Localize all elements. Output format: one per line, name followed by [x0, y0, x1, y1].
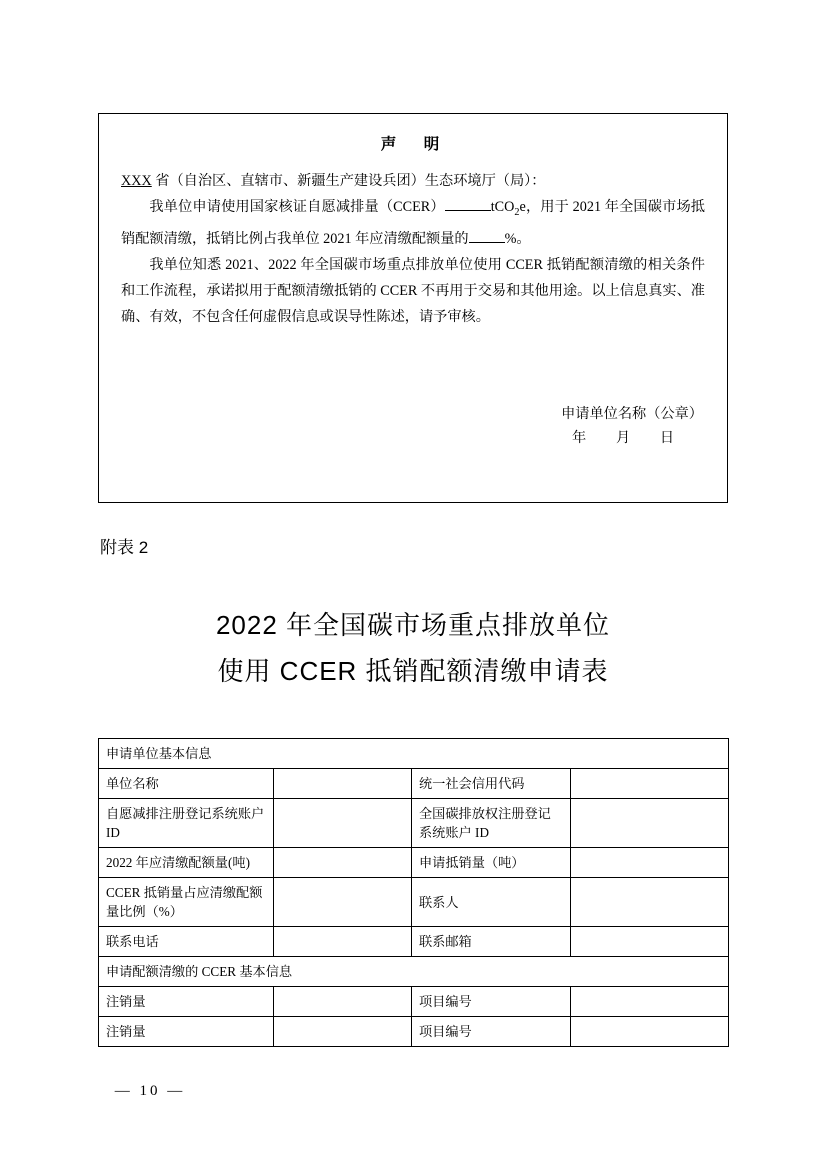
value-project-id-1[interactable] — [571, 987, 729, 1017]
value-offset-applied[interactable] — [571, 848, 729, 878]
value-cancellation-amount-1[interactable] — [274, 987, 412, 1017]
label-credit-code: 统一社会信用代码 — [412, 769, 571, 799]
table-row — [99, 799, 729, 848]
attachment-label: 附表 2 — [100, 538, 149, 557]
value-project-id-2[interactable] — [571, 1017, 729, 1047]
value-unit-name[interactable] — [274, 769, 412, 799]
para1-part-a: 我单位申请使用国家核证自愿减排量（CCER） — [149, 199, 445, 215]
label-cancellation-amount-2: 注销量 — [99, 1017, 274, 1047]
table-section-header-row-1 — [99, 739, 729, 769]
label-contact-email: 联系邮箱 — [412, 927, 571, 957]
label-allowance-2022: 2022 年应清缴配额量(吨) — [99, 848, 274, 878]
declaration-paragraph-1 — [121, 194, 705, 252]
para1-part-d: %。 — [504, 230, 531, 247]
declaration-body — [99, 114, 727, 330]
table-row — [99, 987, 729, 1017]
value-contact-phone[interactable] — [274, 927, 412, 957]
label-ets-registry-account: 全国碳排放权注册登记系统账户 ID — [412, 799, 571, 848]
para1-part-c: e，用于 2021 年全国碳市场抵销配额清缴，抵销比例占我单位 2021 年应清缴配额量的 — [121, 199, 705, 247]
label-ccer-registry-account: 自愿减排注册登记系统账户 ID — [99, 799, 274, 848]
table-row — [99, 848, 729, 878]
signature-date: 年 月 日 — [572, 430, 679, 446]
declaration-heading: 声 明 — [380, 136, 446, 153]
value-ccer-registry-account[interactable] — [274, 799, 412, 848]
application-form-table — [98, 738, 729, 1047]
label-project-id-1: 项目编号 — [412, 987, 571, 1017]
table-row — [99, 769, 729, 799]
recipient-province-blank: XXX — [121, 173, 152, 189]
label-unit-name: 单位名称 — [99, 769, 274, 799]
label-contact-person: 联系人 — [412, 878, 571, 927]
value-cancellation-amount-2[interactable] — [274, 1017, 412, 1047]
value-allowance-2022[interactable] — [274, 848, 412, 878]
page-title — [0, 602, 826, 694]
label-cancellation-amount-1: 注销量 — [99, 987, 274, 1017]
table-row — [99, 878, 729, 927]
value-contact-email[interactable] — [571, 927, 729, 957]
label-contact-phone: 联系电话 — [99, 927, 274, 957]
page-title-line-2: 使用 CCER 抵销配额清缴申请表 — [217, 656, 609, 686]
declaration-recipient-line — [121, 168, 705, 194]
table-row — [99, 1017, 729, 1047]
para1-subscript: 2 — [514, 206, 520, 218]
page-number: — 10 — — [114, 1083, 186, 1099]
declaration-paragraph-2: 我单位知悉 2021、2022 年全国碳市场重点排放单位使用 CCER 抵销配额清缴的相关条件和工作流程，承诺拟用于配额清缴抵销的 CCER 不再用于交易和其他用途。以上信息真实、准确、有效，不包含任何虚假信息或误导性陈述，请予审核。 — [121, 256, 705, 325]
section1-title: 申请单位基本信息 — [99, 739, 729, 769]
value-offset-ratio[interactable] — [274, 878, 412, 927]
label-offset-applied: 申请抵销量（吨） — [412, 848, 571, 878]
value-credit-code[interactable] — [571, 769, 729, 799]
para1-part-b: tCO — [490, 199, 515, 215]
value-contact-person[interactable] — [571, 878, 729, 927]
page-title-line-1: 2022 年全国碳市场重点排放单位 — [215, 610, 611, 640]
table-row — [99, 927, 729, 957]
recipient-rest: 省（自治区、直辖市、新疆生产建设兵团）生态环境厅（局）： — [151, 173, 546, 189]
label-offset-ratio: CCER 抵销量占应清缴配额量比例（%） — [99, 878, 274, 927]
value-ets-registry-account[interactable] — [571, 799, 729, 848]
ratio-blank — [469, 228, 505, 242]
ccer-amount-blank — [445, 197, 491, 211]
declaration-box — [98, 113, 728, 503]
section2-title: 申请配额清缴的 CCER 基本信息 — [99, 957, 729, 987]
signature-block — [561, 402, 703, 450]
signature-unit-name: 申请单位名称（公章） — [561, 406, 703, 422]
table-section-header-row-2 — [99, 957, 729, 987]
label-project-id-2: 项目编号 — [412, 1017, 571, 1047]
